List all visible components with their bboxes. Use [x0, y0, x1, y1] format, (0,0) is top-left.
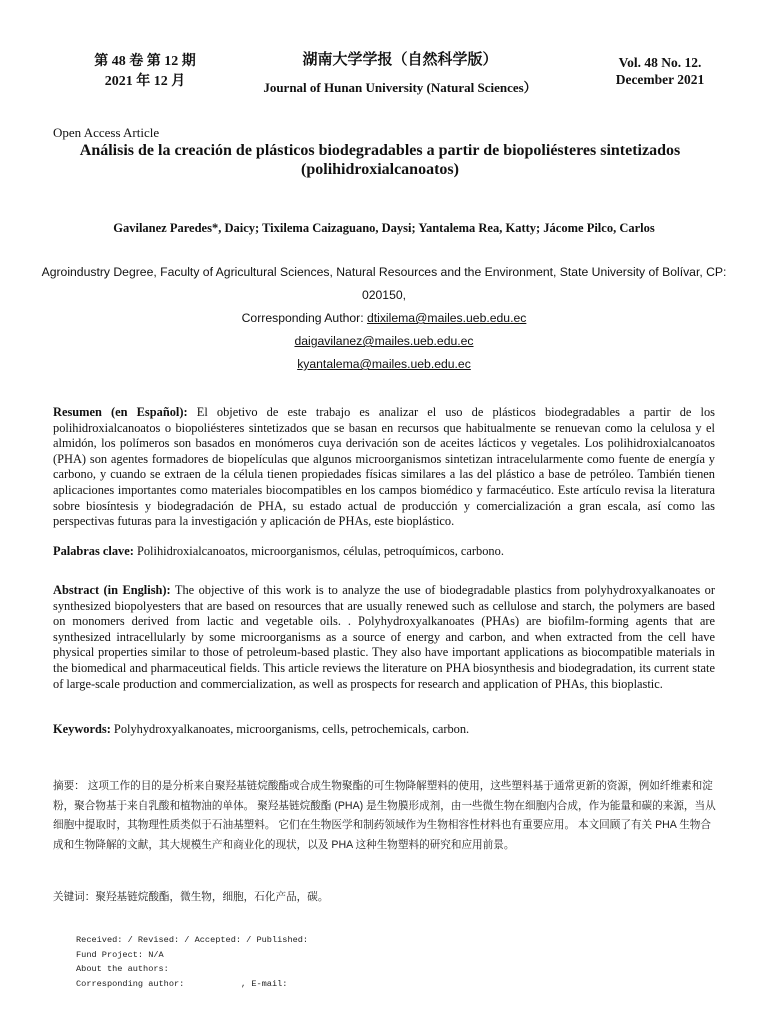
fund-project-line: Fund Project: N/A: [76, 949, 164, 960]
abstract-english: [53, 583, 715, 692]
about-authors-line: About the authors:: [76, 964, 169, 975]
keywords-spanish-label: Palabras clave:: [53, 544, 134, 558]
date-en: December 2021: [615, 72, 705, 87]
volume-issue-en: Vol. 48 No. 12.: [618, 55, 702, 70]
journal-title-block: [230, 50, 570, 98]
affiliation: Agroindustry Degree, Faculty of Agricultural Sciences, Natural Resources and the Environment, State University of Bolívar, CP: 020150,: [41, 265, 727, 302]
dates-line: Received: / Revised: / Accepted: / Published:: [76, 935, 309, 945]
article-type: Open Access Article: [53, 125, 160, 140]
keywords-chinese: 关键词：聚羟基链烷酸酯，微生物，细胞，石化产品，碳。: [53, 891, 329, 903]
date-cn: 2021 年 12 月: [104, 74, 186, 89]
keywords-english-text: Polyhydroxyalkanoates, microorganisms, cells, petrochemicals, carbon.: [110, 722, 470, 736]
abstract-english-label: Abstract (in English):: [53, 583, 171, 597]
journal-volume-en: [585, 54, 735, 88]
keywords-english-label: Keywords:: [53, 722, 111, 736]
journal-title-en: Journal of Hunan University (Natural Sciences）: [263, 80, 537, 95]
corresponding-author-line: Corresponding author: , E-mail:: [76, 978, 288, 989]
corresponding-author: [40, 307, 728, 330]
keywords-spanish: [53, 544, 715, 560]
keywords-english: [53, 722, 715, 738]
article-metadata: [76, 933, 308, 991]
abstract-chinese: 摘要： 这项工作的目的是分析来自聚羟基链烷酸酯或合成生物聚酯的可生物降解塑料的使用，这些塑料基于通常更新的资源，例如纤维素和淀粉，聚合物基于来自乳酸和植物油的单体。 聚羟基链烷酸酯 (PHA) 是生物膜形成剂，由一些微生物在细胞内合成，作为能量和碳的来源，当从细胞中提取时，其物理性质类似于石油基塑料。 它们在生物医学和制药领域作为生物相容性材料也有重要应用。 本文回顾了有关 PHA 生物合成和生物降解的文献，其大规模生产和商业化的现状，以及 PHA 这种生物塑料的研究和应用前景。: [53, 780, 716, 851]
abstract-english-text: The objective of this work is to analyze the use of biodegradable plastics from polyhydroxyalkanoates or synthesized biopolyesters that are based on resources that are usually renewed such as cellulose and starch, the polymers are based on monomers derived from lactic and vegetable oils. . Polyhydroxyalkanoates (PHAs) are biofilm-forming agents that are synthesized intracellularly by some microorganisms as a source of energy and carbon, and when extracted from the cell have physical properties similar to those of petroleum-based plastic. They also have important applications as biocompatible materials in the biomedical and pharmaceutical fields. This article reviews the literature on PHA biosynthesis and biodegradation, its current state of large-scale production and commercialization, as well as prospects for research and application of PHAs, this bioplastic.: [53, 583, 715, 691]
author-list: Gavilanez Paredes*, Daicy; Tixilema Caizaguano, Daysi; Yantalema Rea, Katty; Jácome Pilco, Carlos: [113, 221, 655, 235]
abstract-spanish-text: El objetivo de este trabajo es analizar el uso de plásticos biodegradables a partir de los polihidroxialcanoatos o biopoliésteres sintetizados que se basan en recursos que habitualmente se renuevan como la celulosa y el almidón, los polímeros son basados en monómeros cuya derivación son de aceites lácticos y vegetales. Los polihidroxialcanoatos (PHA) son agentes formadores de biopelículas que algunos microorganismos sintetizan intracelularmente como fuente de energía y carbono, y cuando se extraen de la célula tienen propiedades físicas similares a las del plástico a base de petróleo. También tienen aplicaciones importantes como materiales biocompatibles en los campos biomédico y farmacéutico. Este artículo revisa la literatura sobre biosíntesis y biodegradación de PHA, su estado actual de producción y comercialización a gran escala, así como las perspectivas futuras para la investigación y aplicación de PHAs, este bioplástico.: [53, 405, 715, 529]
abstract-spanish: [53, 405, 715, 530]
volume-issue-cn: 第 48 卷 第 12 期: [94, 54, 196, 69]
journal-volume-cn: [70, 52, 220, 92]
email-link-2[interactable]: daigavilanez@mailes.ueb.edu.ec: [294, 334, 474, 348]
corresponding-label: Corresponding Author:: [241, 311, 367, 325]
journal-title-cn: 湖南大学学报（自然科学版）: [302, 52, 498, 68]
email-link-1[interactable]: dtixilema@mailes.ueb.edu.ec: [366, 311, 527, 325]
keywords-spanish-text: Polihidroxialcanoatos, microorganismos, células, petroquímicos, carbono.: [133, 544, 504, 558]
email-link-3[interactable]: kyantalema@mailes.ueb.edu.ec: [297, 357, 471, 371]
article-title: Análisis de la creación de plásticos biodegradables a partir de biopoliésteres sintetizados (polihidroxialcanoatos): [79, 142, 681, 178]
abstract-spanish-label: Resumen (en Español):: [53, 405, 188, 419]
affiliation-block: [40, 261, 728, 376]
